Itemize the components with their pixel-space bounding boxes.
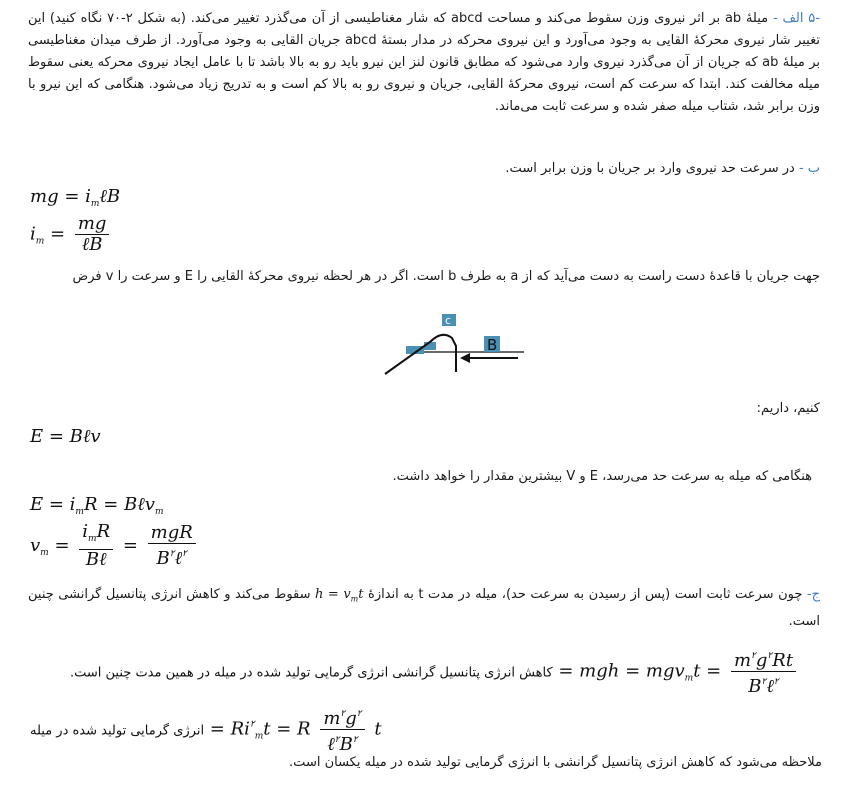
- part-b-line2: کنیم، داریم:: [756, 401, 820, 416]
- part-b-line3: هنگامی که میله به سرعت حد می‌رسد، E و V بیشترین مقدار را خواهد داشت.: [392, 469, 812, 484]
- force-arrow-head: [460, 353, 470, 363]
- heat-label: انرژی گرمایی تولید شده در میله: [30, 723, 205, 739]
- label-b: B: [487, 336, 498, 354]
- rail-diagram: [380, 306, 530, 376]
- part-c-height-eq: $h = v_mt$: [315, 587, 364, 604]
- pe-loss-label: کاهش انرژی پتانسیل گرانشی انرژی گرمایی تولید شده در میله در همین مدت چنین است.: [70, 665, 553, 681]
- part-c-text2: گرانشی چنین است.: [28, 587, 820, 629]
- part-c-paragraph: [28, 584, 820, 633]
- part-c-conclusion: ملاحظه می‌شود که کاهش انرژی پتانسیل گرانشی با انرژی گرمایی تولید شده در میله یکسان است.: [289, 755, 822, 770]
- part-b-intro: [28, 158, 820, 180]
- equation-current-max: $i_m$ = $\frac{mg}{\text{ℓB}}$: [30, 214, 113, 255]
- part-a-label: الف -: [772, 11, 804, 26]
- part-c-text1b: سقوط می‌کند و کاهش انرژی پتانسیل: [105, 587, 311, 602]
- part-a-paragraph: [28, 8, 820, 118]
- part-a-text: میلهٔ ab بر اثر نیروی وزن سقوط می‌کند و مساحت abcd که شار مغناطیسی از آن می‌گذرد تغییر می‌کند. (به شکل ۲-۷۰ نگاه کنید) این تغییر شار نیروی محرکهٔ القایی به وجود می‌آورد و این نیروی محرکه در مدار بستهٔ abcd جریان القایی به وجود می‌آورد. از طرف میدان مغناطیسی بر میلهٔ ab که جریان از آن می‌گذرد نیروی وارد می‌شود که مطابق قانون لنز این نیرو باید رو به بالا باشد تا با عامل ایجاد نیروی محرکه یعنی سقوط میله مخالفت کند. ابتدا که سرعت کم است، نیروی محرکهٔ القایی، جریان و نیروی رو به بالا کم است و به تدریج زیاد می‌شود. هنگامی که این نیرو با وزن برابر شد، شتاب میله صفر شده و سرعت ثابت می‌ماند.: [28, 11, 820, 114]
- equation-heat: انرژی گرمایی تولید شده در میله = $Ri^۲_mt = R$ $\frac{m^۲g^۲}{\ell^۲B^۲}$ t: [30, 704, 382, 755]
- equation-pe-loss: کاهش انرژی پتانسیل گرانشی انرژی گرمایی تولید شده در میله در همین مدت چنین است. = mgh = mgv$_m$t = $\frac{m^۲g^۲Rt}{B^۲\ell^۲}$: [70, 646, 800, 697]
- part-b-line1: جهت جریان با قاعدهٔ دست راست به دست می‌آید که از a به طرف b است. اگر در هر لحظه نیروی محرکهٔ القایی را E و سرعت را v فرض: [72, 269, 820, 284]
- problem-number: -۵: [808, 11, 820, 26]
- part-c-label: ج-: [806, 587, 820, 602]
- equation-emf-max: $E = i_mR$ = Bℓv$_m$: [30, 494, 164, 517]
- part-b-text: در سرعت حد نیروی وارد بر جریان با وزن برابر است.: [505, 161, 795, 176]
- equation-emf: E = Bℓv: [30, 426, 101, 447]
- label-c: c: [445, 314, 452, 327]
- rod-path: [385, 335, 456, 374]
- part-c-text1: چون سرعت ثابت است (پس از رسیدن به سرعت حد)، میله در مدت t به اندازهٔ: [368, 587, 803, 602]
- equation-force-balance: mg = $i_m\ell B$: [30, 186, 121, 209]
- equation-terminal-velocity: $v_m$ = $\frac{i_mR}{\text{Bℓ}}$ = $\frac{\text{mgR}}{B^۲\ell^۲}$: [30, 522, 200, 570]
- part-b-label: ب -: [798, 161, 820, 176]
